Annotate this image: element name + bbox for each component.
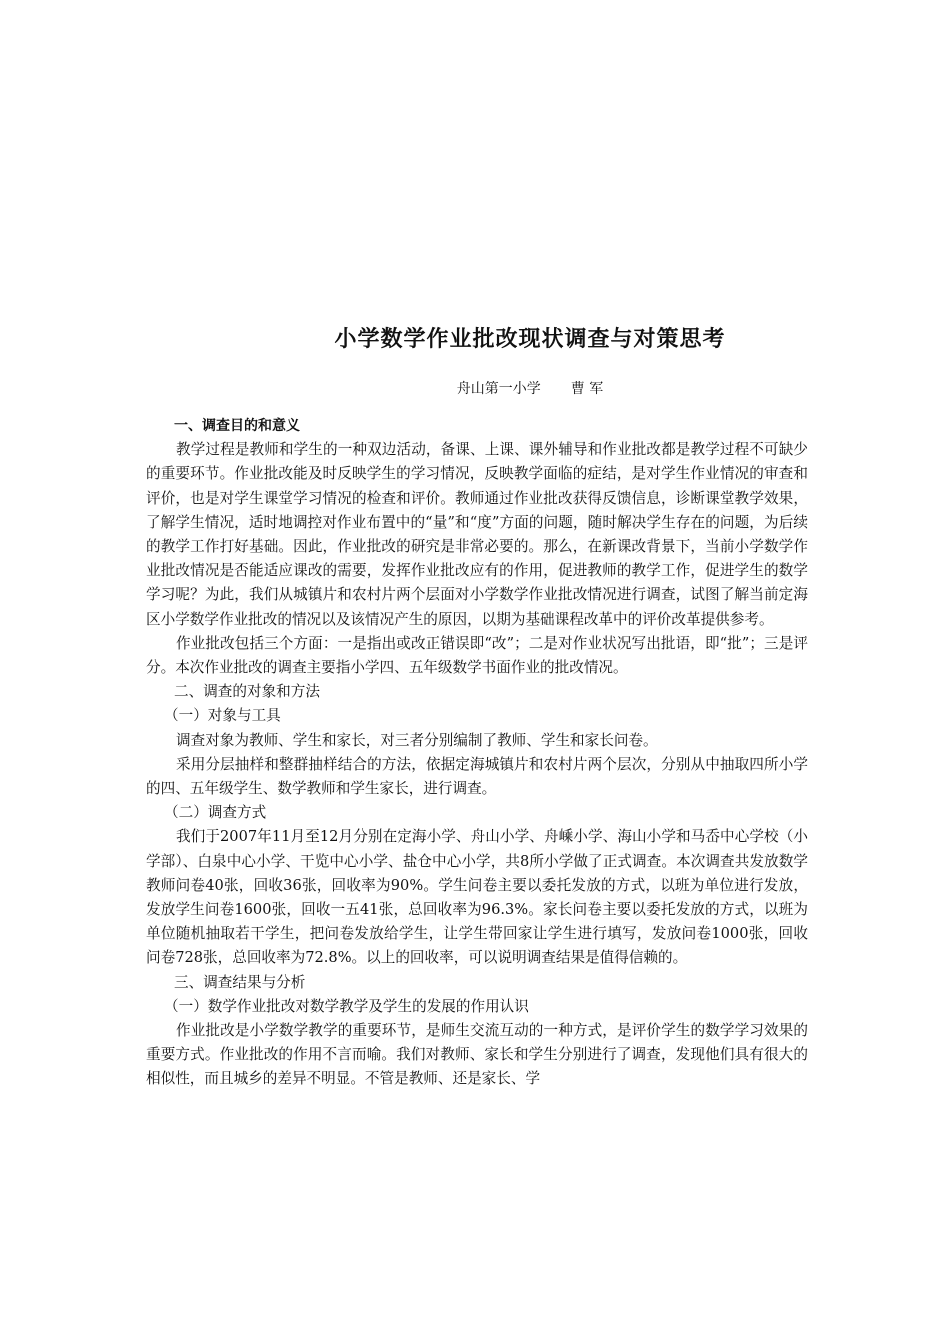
section-heading: 一、调查目的和意义 xyxy=(174,418,300,434)
paragraph: 我们于2007年11月至12月分别在定海小学、舟山小学、舟嵊小学、海山小学和马岙中心学校（小学部）、白泉中心小学、干览中心小学、盐仓中心小学，共8所小学做了正式调查。本次调查共发放数学教师问卷40张，回收36张，回收率为90%。学生问卷主要以委托发放的方式，以班为单位进行发放，发放学生问卷1600张，回收一五41张，总回收率为96.3%。家长问卷主要以委托发放的方式，以班为单位随机抽取若干学生，把问卷发放给学生，让学生带回家让学生进行填写，发放问卷1000张，回收问卷728张，总回收率为72.8%。以上的回收率，可以说明调查结果是值得信赖的。 xyxy=(146,828,808,967)
document-body xyxy=(146,414,808,1092)
paragraph: 作业批改是小学数学教学的重要环节，是师生交流互动的一种方式，是评价学生的数学学习效果的重要方式。作业批改的作用不言而喻。我们对教师、家长和学生分别进行了调查，发现他们具有很大的相似性，而且城乡的差异不明显。不管是教师、还是家长、学 xyxy=(146,1022,808,1088)
author-name: 曹 军 xyxy=(570,381,604,397)
author-line xyxy=(0,378,950,398)
paragraph: 采用分层抽样和整群抽样结合的方法，依据定海城镇片和农村片两个层次，分别从中抽取四所小学的四、五年级学生、数学教师和学生家长，进行调查。 xyxy=(146,755,808,798)
paragraph: 作业批改包括三个方面：一是指出或改正错误即“改”；二是对作业状况写出批语，即“批”；三是评分。本次作业批改的调查主要指小学四、五年级数学书面作业的批改情况。 xyxy=(146,634,808,677)
paragraph: 调查对象为教师、学生和家长，对三者分别编制了教师、学生和家长问卷。 xyxy=(176,731,658,749)
paragraph: 教学过程是教师和学生的一种双边活动，备课、上课、课外辅导和作业批改都是教学过程不可缺少的重要环节。作业批改能及时反映学生的学习情况，反映教学面临的症结，是对学生作业情况的审查和评价，也是对学生课堂学习情况的检查和评价。教师通过作业批改获得反馈信息，诊断课堂教学效果，了解学生情况，适时地调控对作业布置中的“量”和“度”方面的问题，随时解决学生存在的问题，为后续的教学工作打好基础。因此，作业批改的研究是非常必要的。那么，在新课改背景下，当前小学数学作业批改情况是否能适应课改的需要，发挥作业批改应有的作用，促进教师的教学工作，促进学生的数学学习呢？为此，我们从城镇片和农村片两个层面对小学数学作业批改情况进行调查，试图了解当前定海区小学数学作业批改的情况以及该情况产生的原因，以期为基础课程改革中的评价改革提供参考。 xyxy=(146,441,808,628)
section-heading: 三、调查结果与分析 xyxy=(174,973,306,991)
subsection-heading: （二）调查方式 xyxy=(164,804,267,822)
document-title: 小学数学作业批改现状调查与对策思考 xyxy=(334,327,726,352)
author-school: 舟山第一小学 xyxy=(456,381,541,397)
section-heading: 二、调查的对象和方法 xyxy=(174,683,320,701)
subsection-heading: （一）数学作业批改对数学教学及学生的发展的作用认识 xyxy=(164,997,529,1015)
subsection-heading: （一）对象与工具 xyxy=(164,707,281,725)
